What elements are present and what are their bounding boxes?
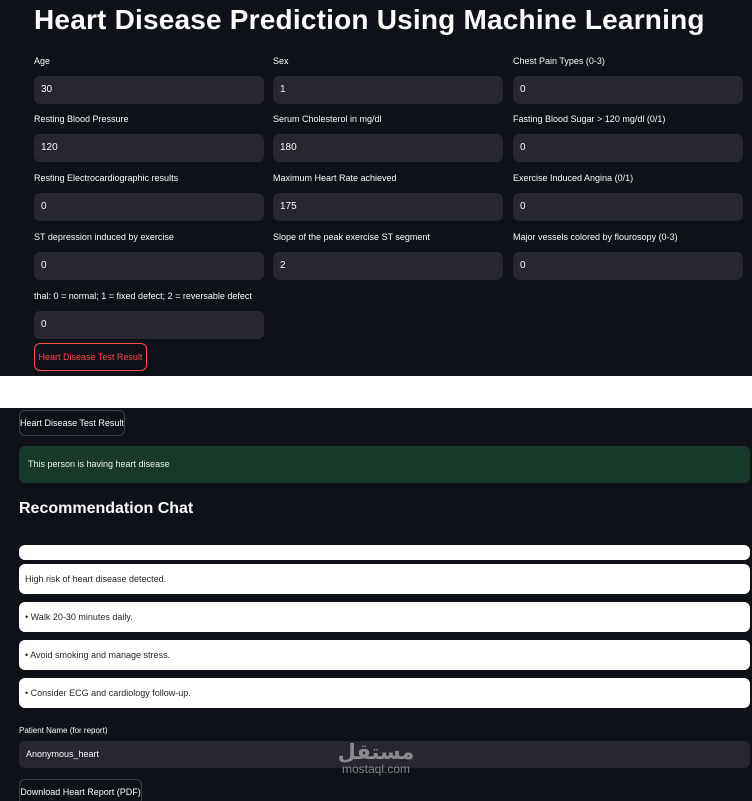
rest-ecg-input[interactable]: 0	[34, 193, 264, 221]
thal-label: thal: 0 = normal; 1 = fixed defect; 2 = reversable defect	[34, 291, 252, 301]
sex-field	[273, 55, 503, 104]
sex-label: Sex	[273, 56, 289, 66]
max-heart-rate-field	[273, 172, 503, 221]
st-depression-input[interactable]: 0	[34, 252, 264, 280]
chat-message: • Avoid smoking and manage stress.	[19, 640, 750, 670]
patient-name-label: Patient Name (for report)	[19, 726, 108, 735]
resting-bp-label: Resting Blood Pressure	[34, 114, 129, 124]
chat-message: • Consider ECG and cardiology follow-up.	[19, 678, 750, 708]
heart-disease-test-button[interactable]: Heart Disease Test Result	[34, 343, 147, 371]
resting-bp-input[interactable]: 120	[34, 134, 264, 162]
resting-bp-field	[34, 113, 264, 162]
heart-disease-test-result-button[interactable]: Heart Disease Test Result	[19, 410, 125, 436]
chest-pain-field	[513, 55, 743, 104]
results-panel	[0, 408, 752, 801]
max-heart-rate-input[interactable]: 175	[273, 193, 503, 221]
rest-ecg-label: Resting Electrocardiographic results	[34, 173, 179, 183]
cholesterol-label: Serum Cholesterol in mg/dl	[273, 114, 382, 124]
exercise-angina-label: Exercise Induced Angina (0/1)	[513, 173, 634, 183]
fasting-sugar-field	[513, 113, 743, 162]
thal-field	[34, 290, 264, 339]
cholesterol-field	[273, 113, 503, 162]
recommendation-chat-heading: Recommendation Chat	[19, 500, 194, 517]
sex-input[interactable]: 1	[273, 76, 503, 104]
major-vessels-label: Major vessels colored by flourosopy (0-3)	[513, 232, 678, 242]
patient-name-input[interactable]: Anonymous_heart	[19, 741, 750, 768]
major-vessels-field	[513, 231, 743, 280]
chest-pain-label: Chest Pain Types (0-3)	[513, 56, 605, 66]
download-report-button[interactable]: Download Heart Report (PDF)	[19, 779, 142, 801]
thal-input[interactable]: 0	[34, 311, 264, 339]
major-vessels-input[interactable]: 0	[513, 252, 743, 280]
watermark-domain: mostaql.com	[341, 762, 411, 776]
age-field	[34, 55, 264, 104]
st-depression-label: ST depression induced by exercise	[34, 232, 174, 242]
chest-pain-input[interactable]: 0	[513, 76, 743, 104]
age-input[interactable]: 30	[34, 76, 264, 104]
st-depression-field	[34, 231, 264, 280]
cholesterol-input[interactable]: 180	[273, 134, 503, 162]
chat-message	[19, 545, 750, 560]
exercise-angina-field	[513, 172, 743, 221]
st-slope-field	[273, 231, 503, 280]
page-title: Heart Disease Prediction Using Machine Learning	[34, 4, 705, 35]
watermark-logo: مستقل	[337, 740, 415, 764]
prediction-result-alert: This person is having heart disease	[19, 446, 750, 483]
age-label: Age	[34, 56, 51, 66]
fasting-sugar-input[interactable]: 0	[513, 134, 743, 162]
max-heart-rate-label: Maximum Heart Rate achieved	[273, 173, 397, 183]
chat-message: • Walk 20-30 minutes daily.	[19, 602, 750, 632]
prediction-form-panel	[0, 0, 752, 376]
fasting-sugar-label: Fasting Blood Sugar > 120 mg/dl (0/1)	[513, 114, 666, 124]
st-slope-input[interactable]: 2	[273, 252, 503, 280]
rest-ecg-field	[34, 172, 264, 221]
exercise-angina-input[interactable]: 0	[513, 193, 743, 221]
chat-message: High risk of heart disease detected.	[19, 564, 750, 594]
st-slope-label: Slope of the peak exercise ST segment	[273, 232, 430, 242]
